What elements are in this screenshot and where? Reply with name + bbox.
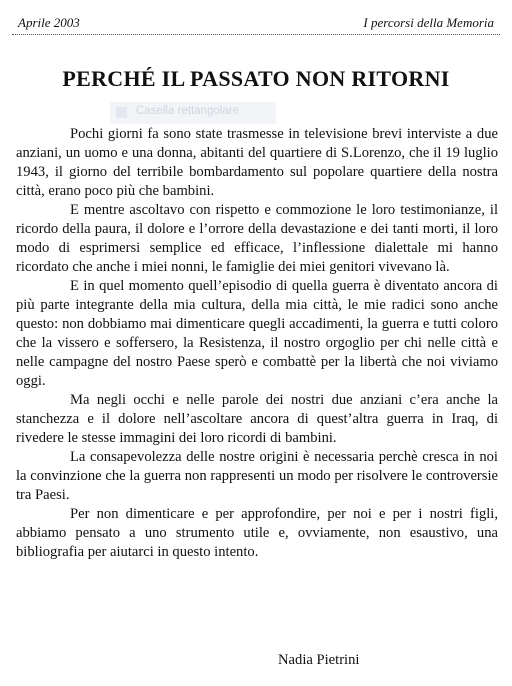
paragraph: Pochi giorni fa sono state trasmesse in televisione brevi interviste a due anziani, un uomo e una donna, abitanti del quartiere di S.Lorenzo, che il 19 luglio 1943, il giorno del terribile bombardamento sul popolare quartiere della nostra città, erano poco più che bambini. (16, 126, 498, 199)
rectangle-shape-icon (116, 107, 127, 118)
article-body (16, 125, 498, 562)
paragraph: Per non dimenticare e per approfondire, per noi e per i nostri figli, abbiamo pensato a uno strumento utile e, ovviamente, non esaustivo, una bibliografia per aiutarci in questo intento. (16, 506, 498, 560)
paragraph: E mentre ascoltavo con rispetto e commozione le loro testimonianze, il ricordo della paura, il dolore e l’orrore della devastazione e dei tanti morti, il loro modo di esprimersi semplice ed efficace, l’inflessione dialettale mi hanno ricordato che anche i miei nonni, le famiglie dei miei genitori vivevano là. (16, 202, 498, 275)
header-date: Aprile 2003 (18, 15, 80, 30)
paragraph: Ma negli occhi e nelle parole dei nostri due anziani c’era anche la stanchezza e il dolore nell’ascoltare ancora di quest’altra guerra in Iraq, di rivedere le stesse immagini dei loro ricordi di bambini. (16, 392, 498, 446)
paragraph: E in quel momento quell’episodio di quella guerra è diventato ancora di più parte integrante della mia cultura, della mia città, le mie radici sono anche questo: non dobbiamo mai dimenticare quegli accadimenti, la guerra e tutti coloro che la vissero e soffersero, la Resistenza, il nostro orgoglio per chi nelle città e nelle campagne del nostro Paese sperò e combattè per la libertà che noi viviamo oggi. (16, 278, 498, 389)
header-section-title: I percorsi della Memoria (363, 15, 494, 30)
author-signature: Nadia Pietrini (278, 652, 360, 668)
watermark-label: Casella rettangolare (136, 105, 239, 117)
shape-placeholder-watermark (110, 102, 276, 124)
article-title: PERCHÉ IL PASSATO NON RITORNI (62, 66, 450, 91)
paragraph: La consapevolezza delle nostre origini è necessaria perchè cresca in noi la convinzione che la guerra non rappresenti un modo per risolvere le controversie tra Paesi. (16, 449, 498, 503)
page-header (12, 12, 500, 35)
